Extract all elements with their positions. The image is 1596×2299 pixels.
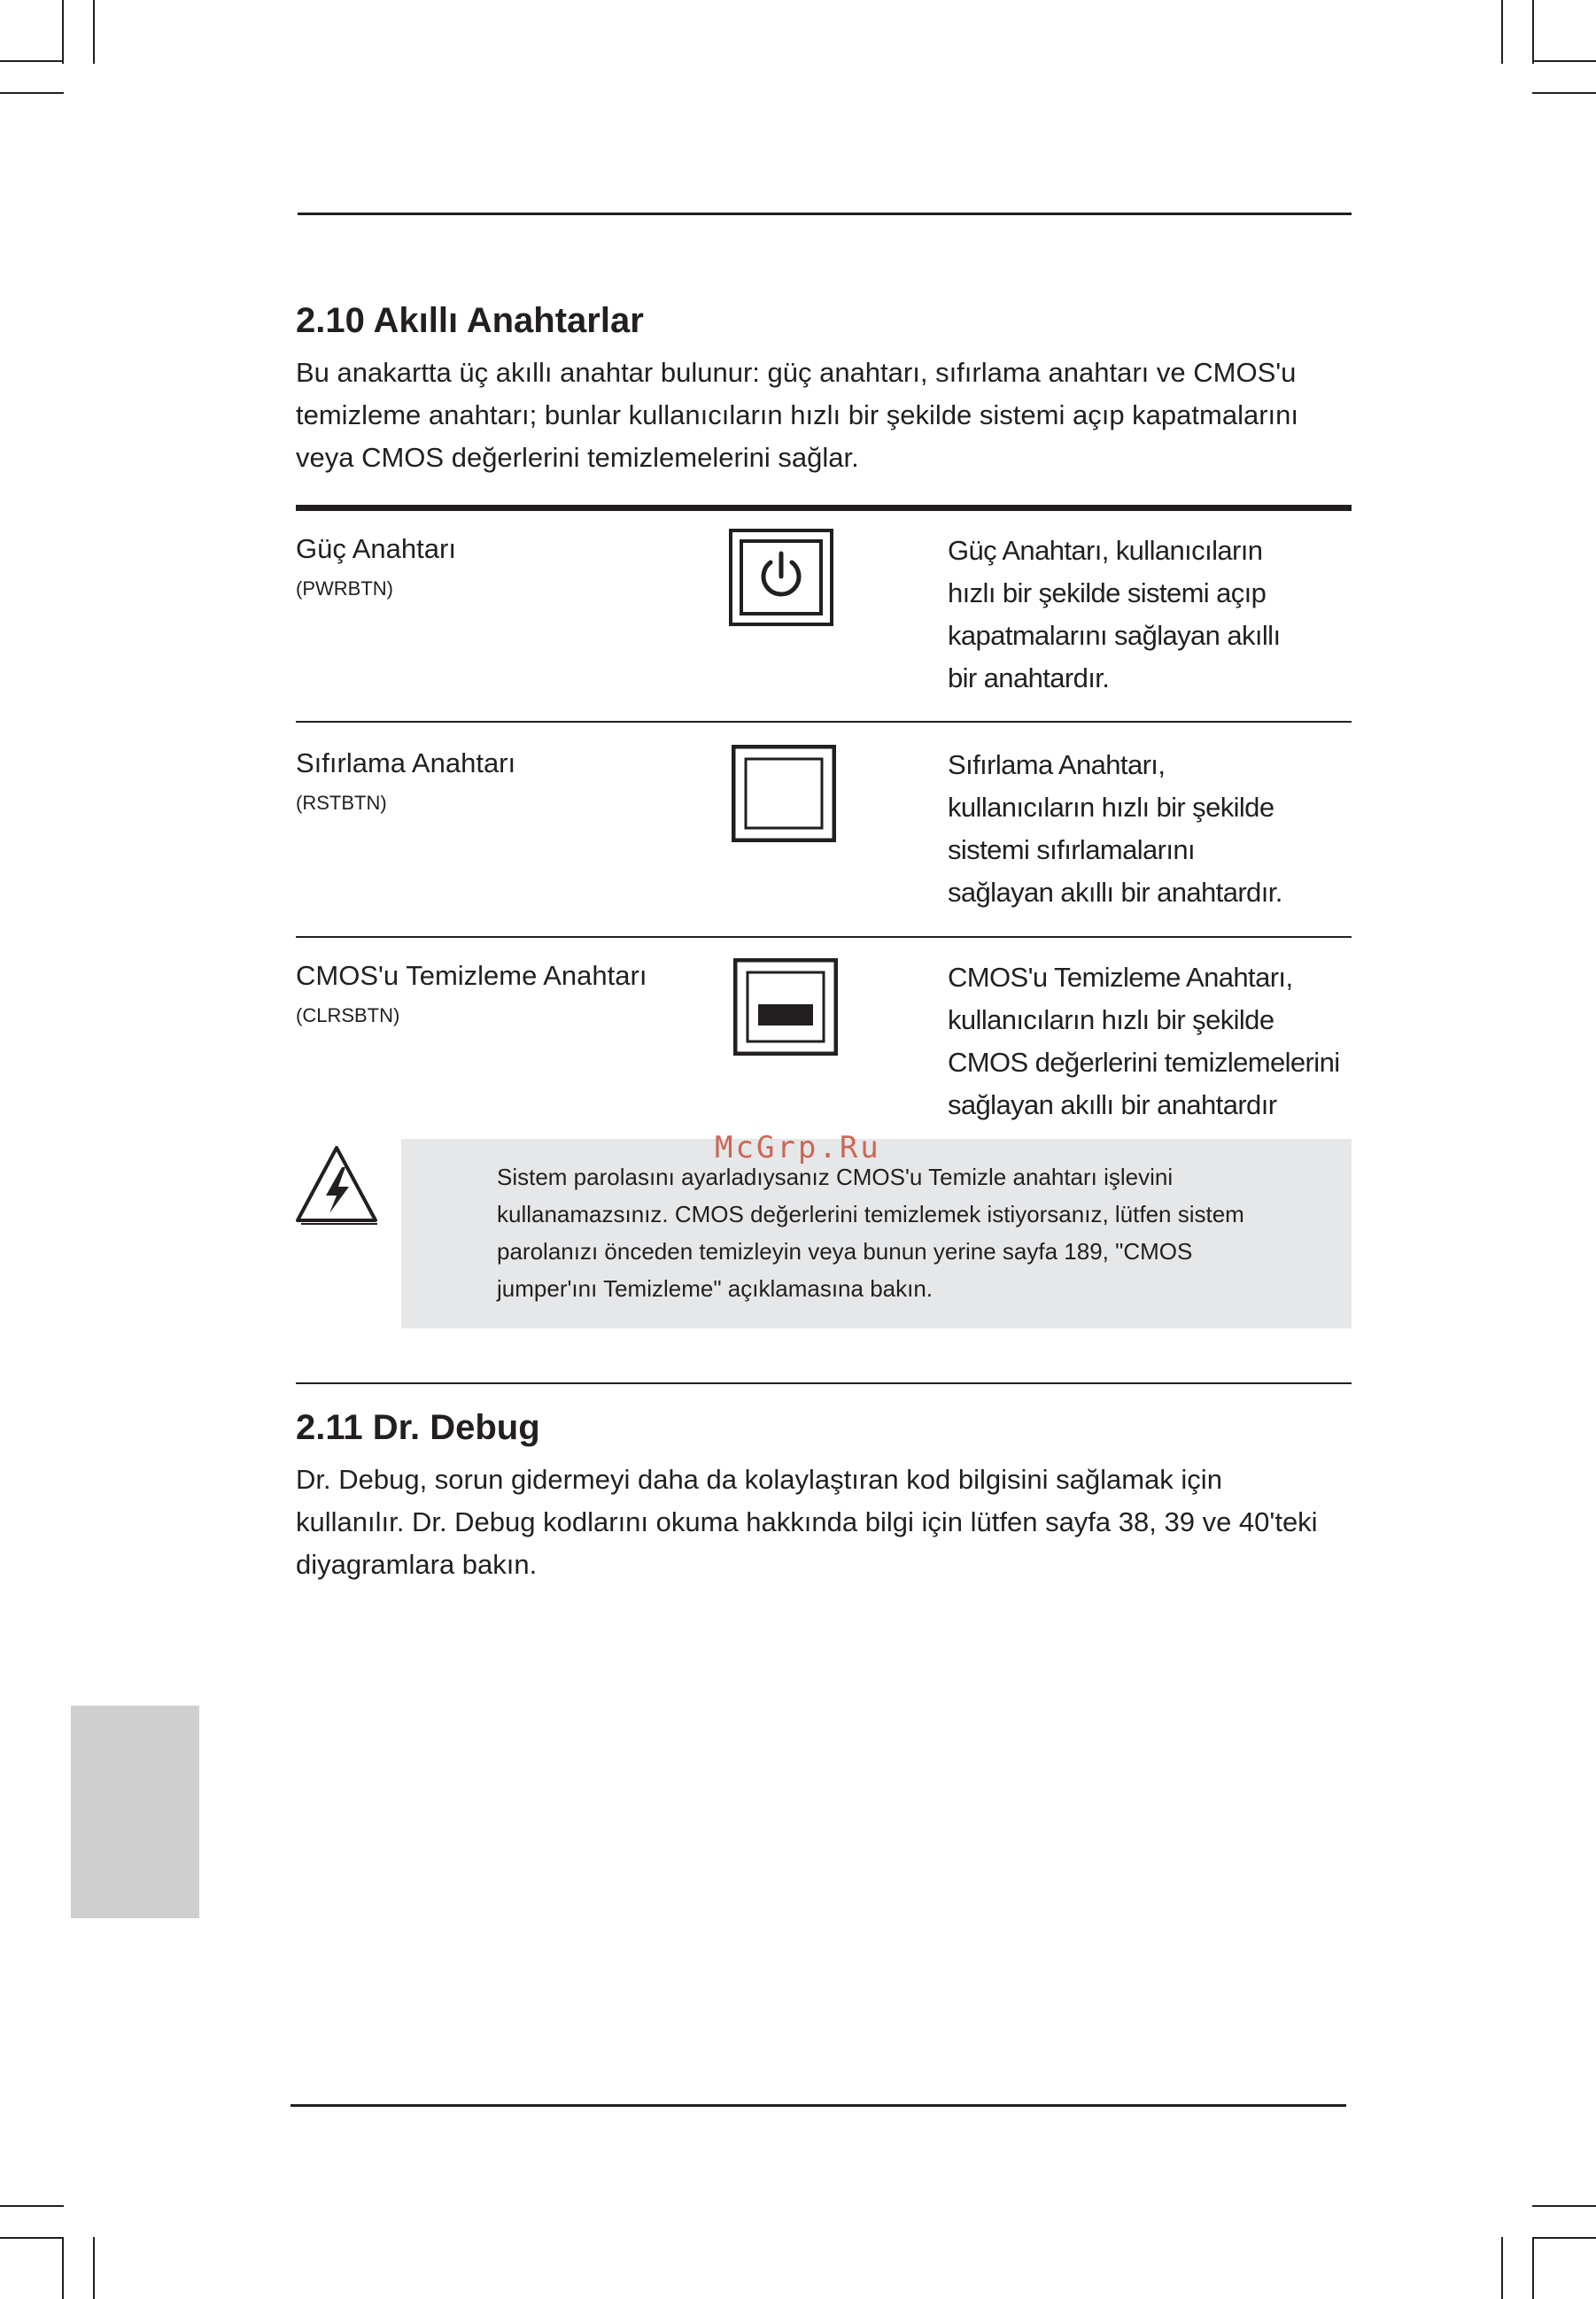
intro-paragraph (296, 352, 1352, 479)
body-line: diyagramlara bakın. (296, 1549, 538, 1580)
switch-row-reset (296, 728, 1352, 940)
header-rule (298, 213, 1352, 215)
crop-mark (0, 60, 64, 62)
desc-line: Güç Anahtarı, kullanıcıların (948, 535, 1263, 566)
switch-code: (CLRSBTN) (296, 1004, 400, 1026)
crop-mark (0, 92, 64, 94)
crop-mark (1501, 2237, 1503, 2299)
footer-rule (291, 2104, 1346, 2107)
side-language-tab (71, 1706, 199, 1918)
desc-line: Sıfırlama Anahtarı, (948, 749, 1166, 780)
switch-row-power (296, 514, 1352, 726)
table-top-rule (296, 505, 1352, 511)
warning-icon (292, 1142, 381, 1227)
section-title: 2.11 Dr. Debug (296, 1408, 540, 1447)
section-dr-debug (296, 1408, 1352, 1586)
warning-line: Sistem parolasını ayarladıysanız CMOS'u Temizle anahtarı işlevini (497, 1164, 1174, 1190)
desc-line: CMOS'u Temizleme Anahtarı, (948, 962, 1293, 993)
warning-line: kullanamazsınız. CMOS değerlerini temizlemek istiyorsanız, lütfen sistem (497, 1201, 1244, 1227)
body-line: Dr. Debug, sorun gidermeyi daha da kolaylaştıran kod bilgisini sağlamak için (296, 1464, 1222, 1495)
intro-line: Bu anakartta üç akıllı anahtar bulunur: güç anahtarı, sıfırlama anahtarı ve CMOS'u (296, 357, 1297, 388)
power-icon (729, 529, 833, 626)
body-line: kullanılır. Dr. Debug kodlarını okuma hakkında bilgi için lütfen sayfa 38, 39 ve 40'teki (296, 1506, 1318, 1537)
desc-line: sağlayan akıllı bir anahtardır (948, 1089, 1277, 1120)
watermark: McGrp.Ru (715, 1130, 881, 1165)
desc-line: CMOS değerlerini temizlemelerini (948, 1047, 1340, 1078)
crop-mark (1532, 2205, 1596, 2207)
switch-code: (RSTBTN) (296, 792, 387, 814)
crop-mark (93, 0, 95, 64)
warning-line: jumper'ını Temizleme" açıklamasına bakın. (497, 1275, 934, 1302)
crop-mark (1532, 0, 1534, 64)
desc-line: kapatmalarını sağlayan akıllı (948, 620, 1281, 651)
switch-description (948, 530, 1355, 700)
clear-cmos-icon (733, 958, 838, 1056)
dr-debug-paragraph (296, 1459, 1352, 1586)
reset-square-icon (732, 745, 836, 842)
crop-mark (0, 2205, 64, 2207)
desc-line: hızlı bir şekilde sistemi açıp (948, 577, 1267, 608)
section-title: 2.10 Akıllı Anahtarlar (296, 301, 644, 340)
intro-line: temizleme anahtarı; bunlar kullanıcıların hızlı bir şekilde sistemi açıp kapatmalarını (296, 399, 1298, 430)
desc-line: bir anahtardır. (948, 662, 1110, 693)
crop-mark (0, 2237, 64, 2239)
crop-mark (62, 2237, 64, 2299)
desc-line: sağlayan akıllı bir anahtardır. (948, 877, 1282, 908)
crop-mark (62, 0, 64, 64)
section-smart-switches (296, 301, 1352, 479)
warning-note (401, 1139, 1352, 1328)
switch-code: (PWRBTN) (296, 577, 393, 600)
crop-mark (93, 2237, 95, 2299)
crop-mark (1532, 2237, 1534, 2299)
section-divider (296, 1382, 1352, 1384)
warning-text (497, 1158, 1329, 1307)
switch-row-clear-cmos (296, 940, 1352, 1153)
switch-description (948, 744, 1355, 914)
desc-line: kullanıcıların hızlı bir şekilde (948, 1004, 1274, 1035)
crop-mark (1532, 2237, 1596, 2239)
desc-line: sistemi sıfırlamalarını (948, 834, 1196, 865)
intro-line: veya CMOS değerlerini temizlemelerini sağlar. (296, 442, 859, 473)
row-divider (296, 721, 1352, 723)
warning-line: parolanızı önceden temizleyin veya bunun yerine sayfa 189, "CMOS (497, 1238, 1193, 1265)
crop-mark (1532, 60, 1596, 62)
switch-name: Sıfırlama Anahtarı (296, 747, 516, 778)
crop-mark (1532, 92, 1596, 94)
switch-description (948, 956, 1355, 1126)
switch-name: Güç Anahtarı (296, 533, 456, 564)
crop-mark (1501, 0, 1503, 64)
row-divider (296, 936, 1352, 938)
desc-line: kullanıcıların hızlı bir şekilde (948, 792, 1274, 823)
switch-name: CMOS'u Temizleme Anahtarı (296, 960, 647, 991)
